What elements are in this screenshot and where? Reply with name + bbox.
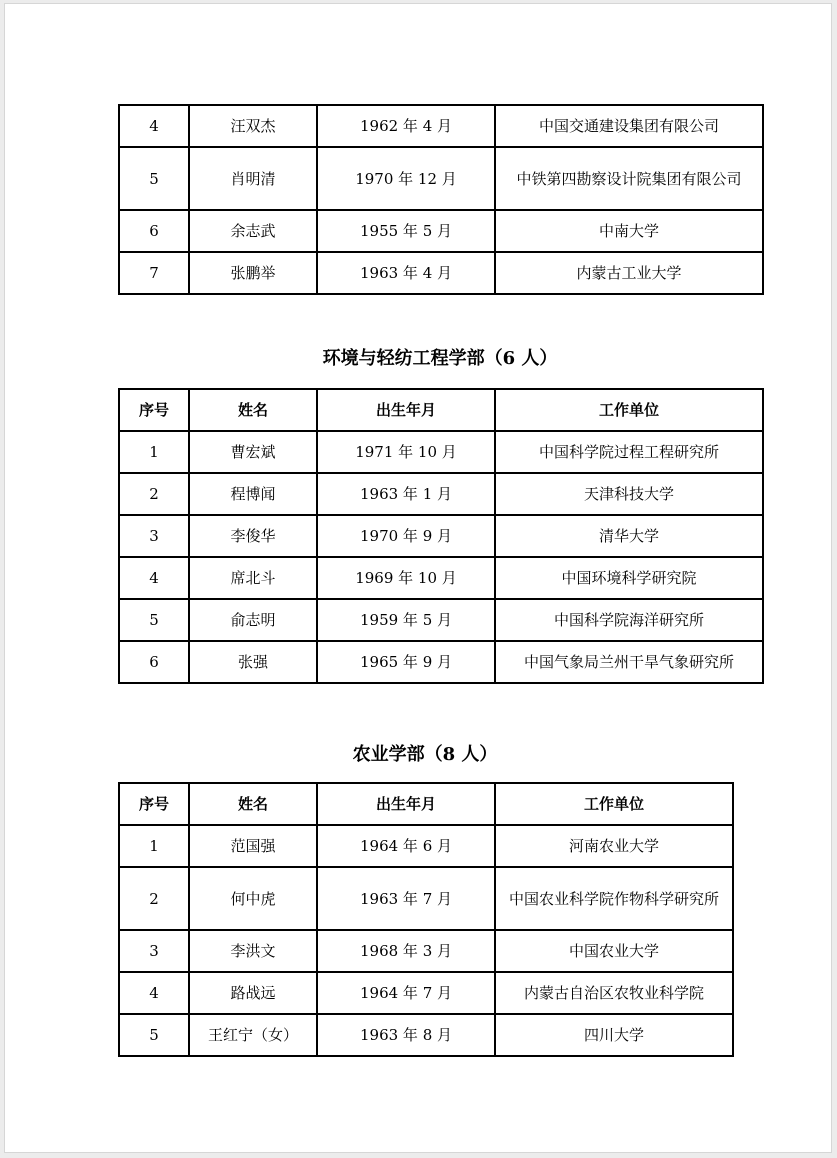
table-row	[119, 557, 763, 599]
cell-index: 4	[119, 972, 189, 1014]
cell-affiliation: 清华大学	[495, 515, 763, 557]
cell-affiliation: 河南农业大学	[495, 825, 733, 867]
cell-name: 汪双杰	[189, 105, 317, 147]
cell-affiliation: 中国科学院海洋研究所	[495, 599, 763, 641]
cell-index: 6	[119, 210, 189, 252]
cell-name: 路战远	[189, 972, 317, 1014]
table-row	[119, 473, 763, 515]
table-agri	[118, 782, 734, 1057]
cell-affiliation: 内蒙古自治区农牧业科学院	[495, 972, 733, 1014]
cell-name: 席北斗	[189, 557, 317, 599]
cell-birth: 1962 年 4 月	[317, 105, 495, 147]
header-affiliation: 工作单位	[495, 783, 733, 825]
cell-affiliation: 中国环境科学研究院	[495, 557, 763, 599]
cell-name: 曹宏斌	[189, 431, 317, 473]
cell-index: 5	[119, 147, 189, 210]
cell-affiliation: 中铁第四勘察设计院集团有限公司	[495, 147, 763, 210]
cell-name: 范国强	[189, 825, 317, 867]
section-title-agri: 农业学部（8 人）	[352, 744, 498, 765]
cell-birth: 1963 年 8 月	[317, 1014, 495, 1056]
cell-birth: 1963 年 1 月	[317, 473, 495, 515]
cell-name: 张鹏举	[189, 252, 317, 294]
table-row	[119, 599, 763, 641]
cell-birth: 1965 年 9 月	[317, 641, 495, 683]
cell-affiliation: 中南大学	[495, 210, 763, 252]
cell-birth: 1963 年 4 月	[317, 252, 495, 294]
cell-index: 4	[119, 105, 189, 147]
table-row	[119, 252, 763, 294]
cell-affiliation: 四川大学	[495, 1014, 733, 1056]
cell-index: 2	[119, 867, 189, 930]
cell-birth: 1968 年 3 月	[317, 930, 495, 972]
table-header-row	[119, 389, 763, 431]
cell-index: 3	[119, 930, 189, 972]
header-name: 姓名	[189, 389, 317, 431]
table-row	[119, 210, 763, 252]
header-index: 序号	[119, 783, 189, 825]
header-birth: 出生年月	[317, 783, 495, 825]
table-row	[119, 930, 733, 972]
header-birth: 出生年月	[317, 389, 495, 431]
cell-birth: 1969 年 10 月	[317, 557, 495, 599]
table-row	[119, 1014, 733, 1056]
cell-index: 6	[119, 641, 189, 683]
cell-affiliation: 中国交通建设集团有限公司	[495, 105, 763, 147]
cell-name: 俞志明	[189, 599, 317, 641]
cell-affiliation: 中国气象局兰州干旱气象研究所	[495, 641, 763, 683]
table-header-row	[119, 783, 733, 825]
cell-birth: 1970 年 12 月	[317, 147, 495, 210]
cell-affiliation: 中国科学院过程工程研究所	[495, 431, 763, 473]
header-index: 序号	[119, 389, 189, 431]
cell-affiliation: 中国农业科学院作物科学研究所	[495, 867, 733, 930]
cell-affiliation: 内蒙古工业大学	[495, 252, 763, 294]
cell-index: 5	[119, 1014, 189, 1056]
cell-name: 肖明清	[189, 147, 317, 210]
cell-affiliation: 中国农业大学	[495, 930, 733, 972]
cell-birth: 1964 年 6 月	[317, 825, 495, 867]
cell-birth: 1955 年 5 月	[317, 210, 495, 252]
cell-index: 1	[119, 431, 189, 473]
cell-birth: 1970 年 9 月	[317, 515, 495, 557]
cell-index: 3	[119, 515, 189, 557]
cell-name: 王红宁（女）	[189, 1014, 317, 1056]
cell-birth: 1959 年 5 月	[317, 599, 495, 641]
cell-name: 李洪文	[189, 930, 317, 972]
table-row	[119, 825, 733, 867]
header-name: 姓名	[189, 783, 317, 825]
cell-name: 余志武	[189, 210, 317, 252]
cell-index: 5	[119, 599, 189, 641]
cell-index: 7	[119, 252, 189, 294]
cell-birth: 1964 年 7 月	[317, 972, 495, 1014]
cell-name: 程博闻	[189, 473, 317, 515]
cell-index: 4	[119, 557, 189, 599]
section-title-env: 环境与轻纺工程学部（6 人）	[322, 348, 558, 369]
table-row	[119, 641, 763, 683]
table-row	[119, 515, 763, 557]
table-row	[119, 431, 763, 473]
table-env	[118, 388, 764, 684]
table-row	[119, 867, 733, 930]
cell-name: 张强	[189, 641, 317, 683]
cell-name: 李俊华	[189, 515, 317, 557]
header-affiliation: 工作单位	[495, 389, 763, 431]
cell-affiliation: 天津科技大学	[495, 473, 763, 515]
table-row	[119, 105, 763, 147]
table-civil-continued	[118, 104, 764, 295]
cell-index: 2	[119, 473, 189, 515]
cell-index: 1	[119, 825, 189, 867]
cell-name: 何中虎	[189, 867, 317, 930]
cell-birth: 1971 年 10 月	[317, 431, 495, 473]
table-row	[119, 147, 763, 210]
table-row	[119, 972, 733, 1014]
cell-birth: 1963 年 7 月	[317, 867, 495, 930]
